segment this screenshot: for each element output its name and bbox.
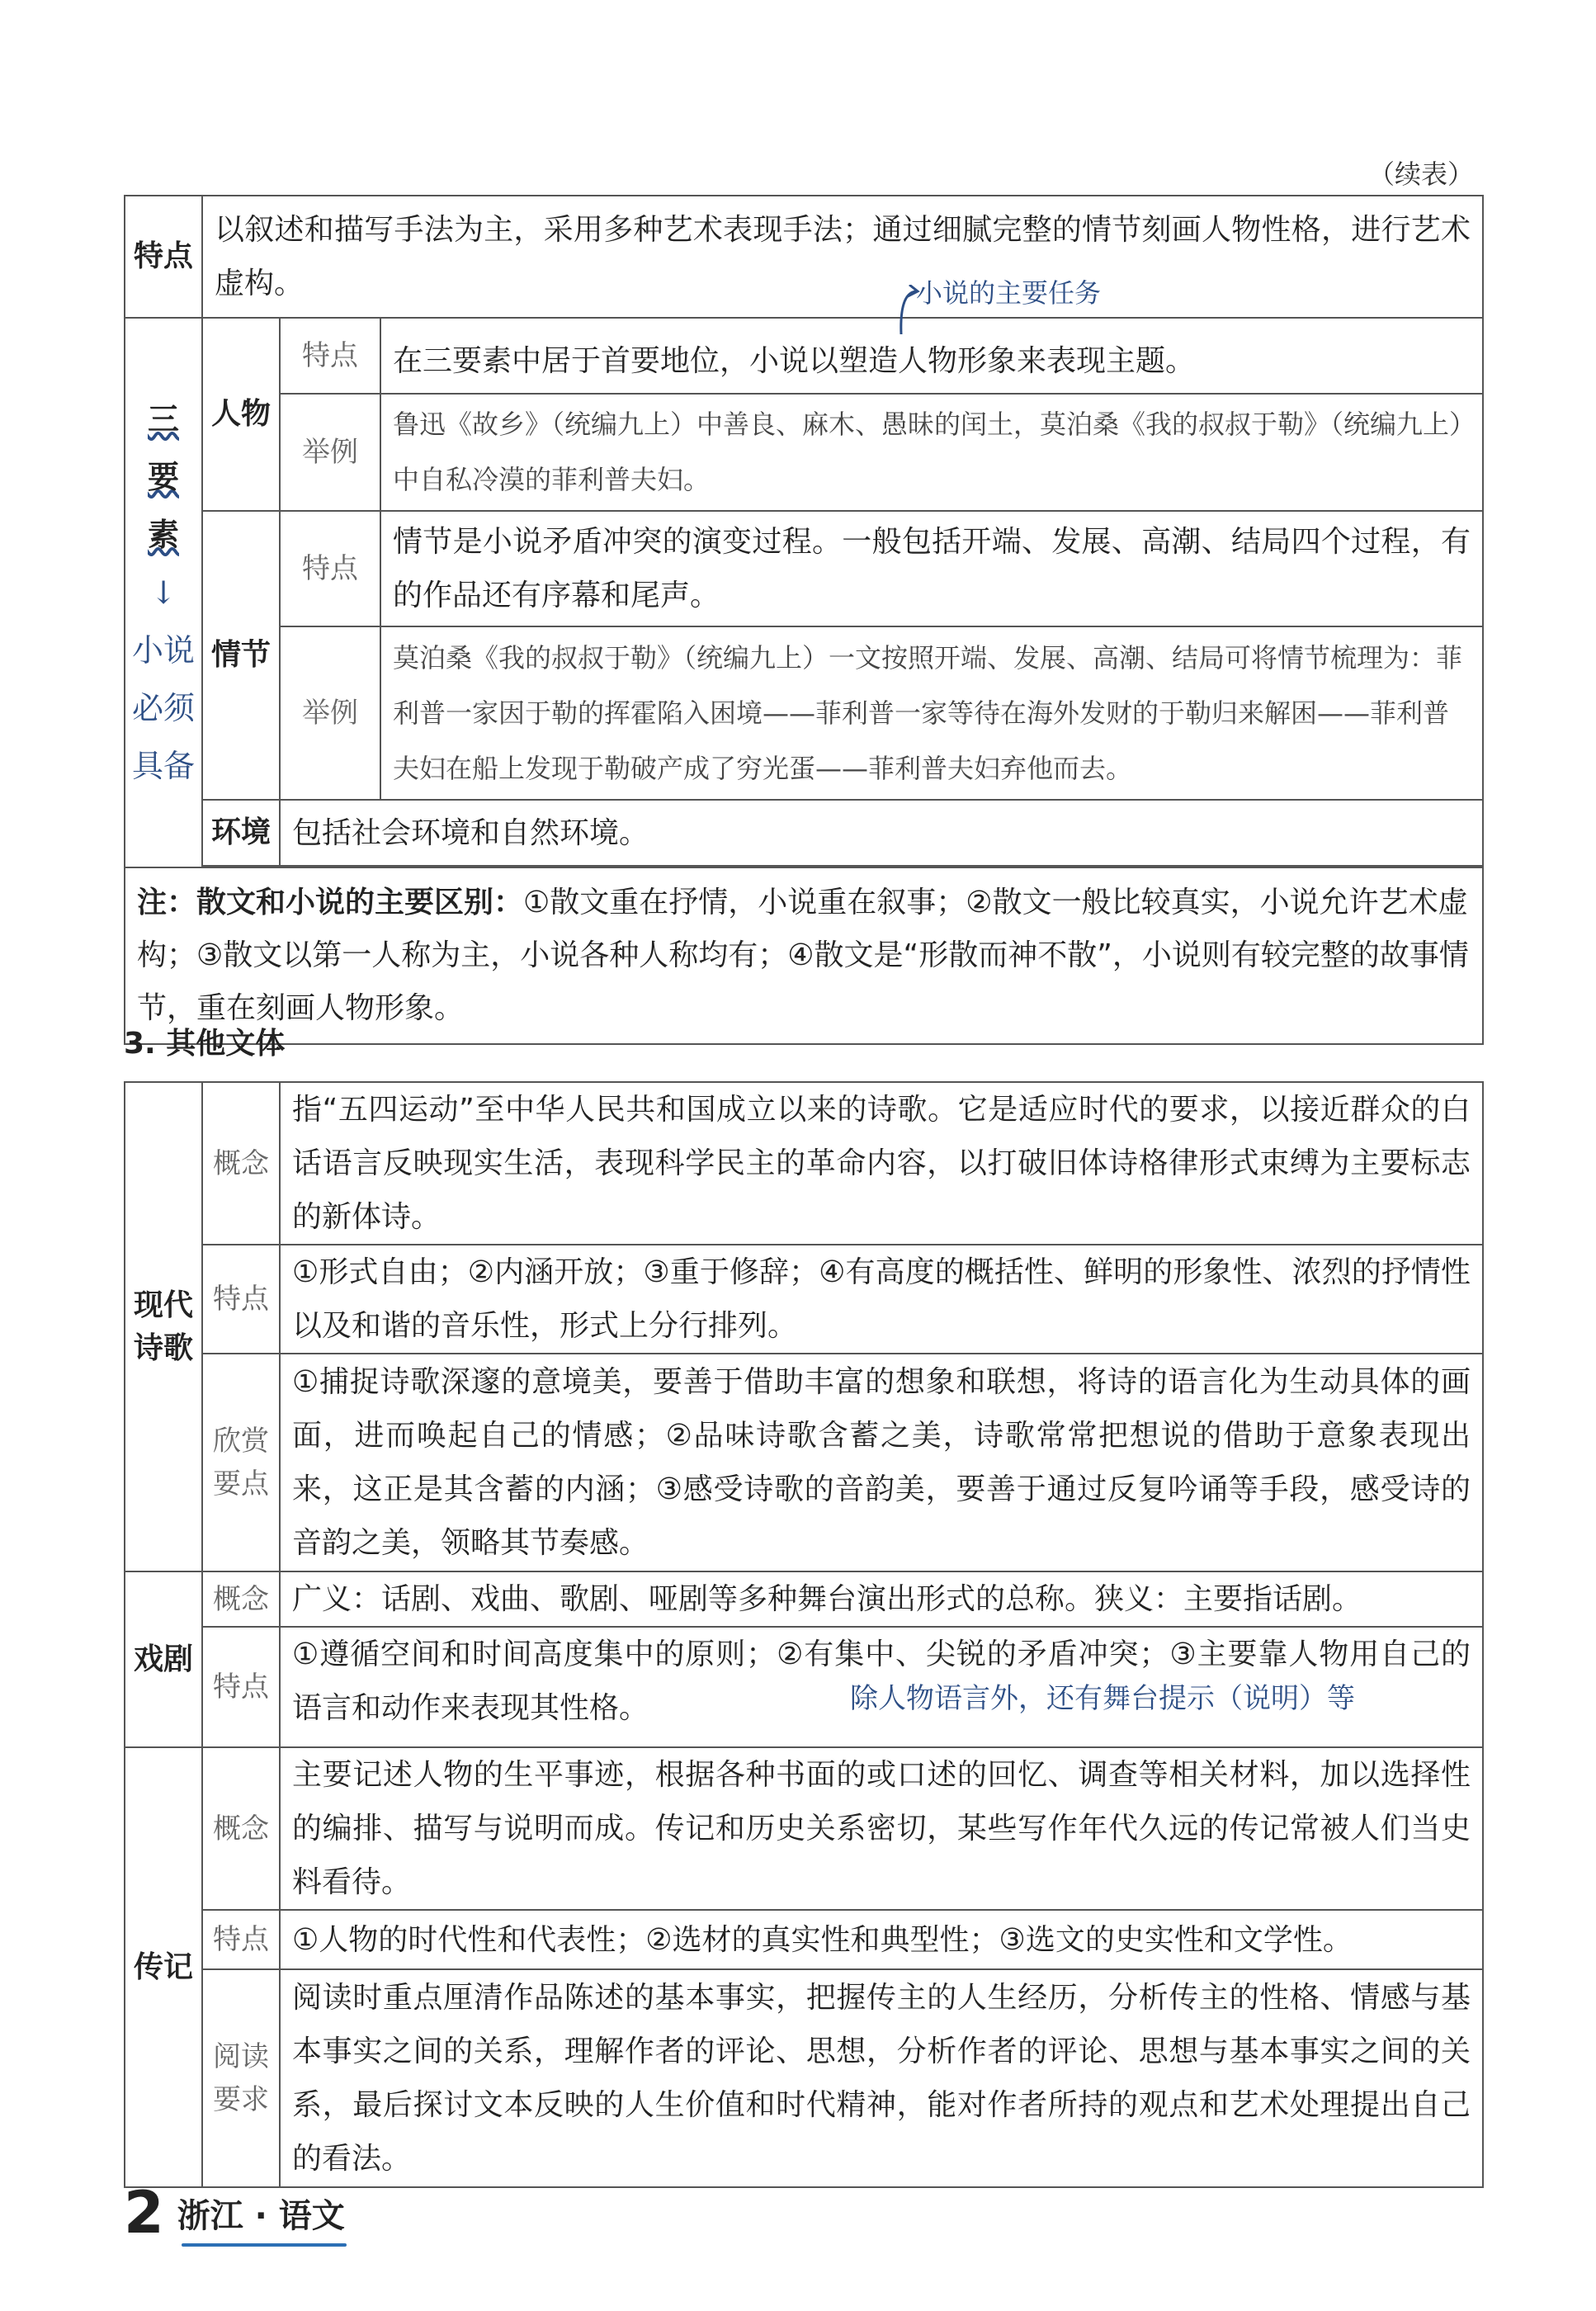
biography-reading-text: 阅读时重点厘清作品陈述的基本事实，把握传主的人生经历，分析传主的性格、情感与基本事实之间的关系，理解作者的评论、思想，分析作者的评论、思想与基本事实之间的关系，最后探讨文本反映的人生价值和时代精神，能对作者所持的观点和艺术处理提出自己的看法。 <box>280 1969 1483 2187</box>
biography-reading-sub <box>202 1969 280 2187</box>
biography-feature-sub: 特点 <box>202 1910 280 1969</box>
drama-annotation: 除人物语言外，还有舞台提示（说明）等 <box>850 1682 1355 1715</box>
plot-label: 情节 <box>202 511 280 800</box>
poetry-concept-text: 指“五四运动”至中华人民共和国成立以来的诗歌。它是适应时代的要求，以接近群众的白话语言反映现实生活，表现科学民主的革命内容，以打破旧体诗格律形式束缚为主要标志的新体诗。 <box>280 1082 1483 1245</box>
plot-example-sub: 举例 <box>280 626 380 800</box>
poetry-label-line-1: 现代 <box>133 1288 193 1322</box>
character-example-sub: 举例 <box>280 394 380 511</box>
character-example-text: 鲁迅《故乡》（统编九上）中善良、麻木、愚昧的闰土，莫泊桑《我的叔叔于勒》（统编九上）中自私冷漠的菲利普夫妇。 <box>380 394 1483 511</box>
character-feature-sub: 特点 <box>280 318 380 394</box>
drama-feature-sub: 特点 <box>202 1627 280 1747</box>
character-feature-text: 在三要素中居于首要地位，小说以塑造人物形象来表现主题。 <box>380 318 1483 394</box>
biography-reading-sub-1: 阅读 <box>213 2040 269 2073</box>
three-elements-note-3: 具备 <box>131 748 195 784</box>
environment-text: 包括社会环境和自然环境。 <box>280 800 1483 866</box>
three-elements-char-3: 素 <box>147 516 179 553</box>
plot-feature-text: 情节是小说矛盾冲突的演变过程。一般包括开端、发展、高潮、结局四个过程，有的作品还有序幕和尾声。 <box>380 511 1483 626</box>
poetry-feature-text: ①形式自由；②内涵开放；③重于修辞；④有高度的概括性、鲜明的形象性、浓烈的抒情性以及和谐的音乐性，形式上分行排列。 <box>280 1245 1483 1354</box>
continued-label: （续表） <box>1367 158 1474 190</box>
footer-title: 浙江 · 语文 <box>177 2196 345 2235</box>
biography-concept-text: 主要记述人物的生平事迹，根据各种书面的或口述的回忆、调查等相关材料，加以选择性的编排、描写与说明而成。传记和历史关系密切，某些写作年代久远的传记常被人们当史料看待。 <box>280 1747 1483 1910</box>
three-elements-char-2: 要 <box>147 458 179 495</box>
character-label: 人物 <box>202 318 280 511</box>
down-arrow-icon: ↓ <box>150 574 177 611</box>
poetry-appreciation-sub-2: 要点 <box>213 1467 269 1500</box>
note-text: ①散文重在抒情，小说重在叙事；②散文一般比较真实，小说允许艺术虚构；③散文以第一人称为主，小说各种人称均有；④散文是“形散而神不散”，小说则有较完整的故事情节，重在刻画人物形象。 <box>137 886 1469 1025</box>
three-elements-note-1: 小说 <box>131 632 195 669</box>
annotation-arrow-icon <box>891 285 924 343</box>
drama-concept-sub: 概念 <box>202 1571 280 1627</box>
drama-label: 戏剧 <box>125 1571 202 1747</box>
poetry-appreciation-sub-1: 欣赏 <box>213 1425 269 1458</box>
page-number: 2 <box>124 2179 164 2247</box>
three-elements-note-2: 必须 <box>131 690 195 726</box>
drama-feature-text: ①遵循空间和时间高度集中的原则；②有集中、尖锐的矛盾冲突；③主要靠人物用自己的语言和动作来表现其性格。 <box>280 1627 1483 1747</box>
environment-label: 环境 <box>202 800 280 866</box>
section-title: 3. 其他文体 <box>124 1027 286 1061</box>
footer <box>124 2179 345 2247</box>
plot-example-text: 莫泊桑《我的叔叔于勒》（统编九上）一文按照开端、发展、高潮、结局可将情节梳理为：菲利普一家因于勒的挥霍陷入困境——菲利普一家等待在海外发财的于勒归来解困——菲利普夫妇在船上发现于勒破产成了穷光蛋——菲利普夫妇弃他而去。 <box>380 626 1483 800</box>
drama-concept-text: 广义：话剧、戏曲、歌剧、哑剧等多种舞台演出形式的总称。狭义：主要指话剧。 <box>280 1571 1483 1627</box>
poetry-appreciation-sub <box>202 1354 280 1571</box>
novel-features-text: 以叙述和描写手法为主，采用多种艺术表现手法；通过细腻完整的情节刻画人物性格，进行艺术虚构。 <box>202 196 1483 318</box>
note-label: 注：散文和小说的主要区别： <box>137 886 524 919</box>
biography-reading-sub-2: 要求 <box>213 2083 269 2116</box>
poetry-label-cell <box>125 1082 202 1571</box>
footer-underline <box>182 2243 347 2247</box>
three-elements-char-1: 三 <box>147 400 179 437</box>
biography-concept-sub: 概念 <box>202 1747 280 1910</box>
poetry-feature-sub: 特点 <box>202 1245 280 1354</box>
other-genres-table <box>124 1081 1484 2188</box>
note-cell <box>125 867 1483 1044</box>
poetry-appreciation-text: ①捕捉诗歌深邃的意境美，要善于借助丰富的想象和联想，将诗的语言化为生动具体的画面，进而唤起自己的情感；②品味诗歌含蓄之美，诗歌常常把想说的借助于意象表现出来，这正是其含蓄的内涵；③感受诗歌的音韵美，要善于通过反复吟诵等手段，感受诗的音韵之美，领略其节奏感。 <box>280 1354 1483 1571</box>
plot-feature-sub: 特点 <box>280 511 380 626</box>
novel-table <box>124 195 1484 1045</box>
character-annotation: 小说的主要任务 <box>916 277 1102 309</box>
novel-features-label: 特点 <box>125 196 202 318</box>
biography-feature-text: ①人物的时代性和代表性；②选材的真实性和典型性；③选文的史实性和文学性。 <box>280 1910 1483 1969</box>
poetry-concept-sub: 概念 <box>202 1082 280 1245</box>
poetry-label-line-2: 诗歌 <box>133 1330 193 1365</box>
three-elements-cell <box>125 318 202 867</box>
biography-label: 传记 <box>125 1747 202 2187</box>
